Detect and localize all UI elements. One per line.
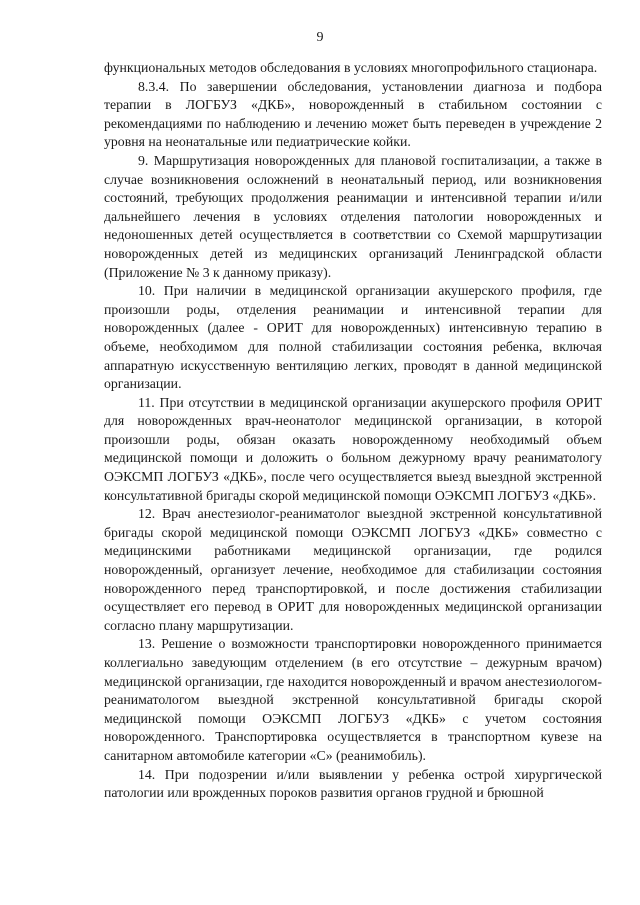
paragraph-10: 10. При наличии в медицинской организации акушерского профиля, где произошли роды, отделения реанимации и интенсивной терапии для новорожденных (далее - ОРИТ для новорожденных) интенсивную терапию в объеме, необходимом для полной стабилизации состояния ребенка, включая аппаратную искусственную вентиляцию легких, проводят в данной медицинской организации. (104, 283, 602, 392)
paragraph-continuation: функциональных методов обследования в условиях многопрофильного стационара. (104, 60, 598, 75)
paragraph-14: 14. При подозрении и/или выявлении у ребенка острой хирургической патологии или врожденных пороков развития органов грудной и брюшной (104, 766, 602, 801)
document-body (104, 59, 602, 803)
paragraph-8-3-4: 8.3.4. По завершении обследования, установлении диагноза и подбора терапии в ЛОГБУЗ «ДКБ», новорожденный в стабильном состоянии с рекомендациями по наблюдению и лечению может быть переведен в учреждение 2 уровня на неонатальные или педиатрические койки. (104, 78, 602, 150)
paragraph-9: 9. Маршрутизация новорожденных для плановой госпитализации, а также в случае возникновения осложнений в неонатальный период, или возникновения состояний, требующих продолжения реанимации и интенсивной терапии и/или дальнейшего лечения в условиях отделения патологии новорожденных и недоношенных детей осуществляется в соответствии со Схемой маршрутизации новорожденных детей из медицинских организаций Ленинградской области (Приложение № 3 к данному приказу). (104, 152, 602, 280)
page-number: 9 (316, 30, 324, 45)
paragraph-11: 11. При отсутствии в медицинской организации акушерского профиля ОРИТ для новорожденных врач-неонатолог медицинской организации, в которой произошли роды, обязан оказать новорожденному необходимый объем медицинской помощи и доложить о больном дежурному врачу реаниматологу ОЭКСМП ЛОГБУЗ «ДКБ», после чего осуществляется выезд выездной экстренной консультативной бригады скорой медицинской помощи ОЭКСМП ЛОГБУЗ «ДКБ». (104, 394, 602, 503)
paragraph-12: 12. Врач анестезиолог-реаниматолог выездной экстренной консультативной бригады скорой медицинской помощи ОЭКСМП ЛОГБУЗ «ДКБ» совместно с медицинскими работниками медицинской организации, где родился новорожденный, организует лечение, необходимое для стабилизации состояния новорожденного перед транспортировкой, и после достижения стабилизации осуществляет его перевод в ОРИТ для новорожденных медицинской организации согласно плану маршрутизации. (104, 506, 602, 633)
paragraph-13: 13. Решение о возможности транспортировки новорожденного принимается коллегиально заведующим отделением (в его отсутствие – дежурным врачом) медицинской организации, где находится новорожденный и врачом анестезиологом-реаниматологом выездной экстренной консультативной бригады скорой медицинской помощи ОЭКСМП ЛОГБУЗ «ДКБ» с учетом состояния новорожденного. Транспортировка осуществляется в транспортном кувезе на санитарном автомобиле категории «С» (реанимобиль). (104, 636, 602, 763)
